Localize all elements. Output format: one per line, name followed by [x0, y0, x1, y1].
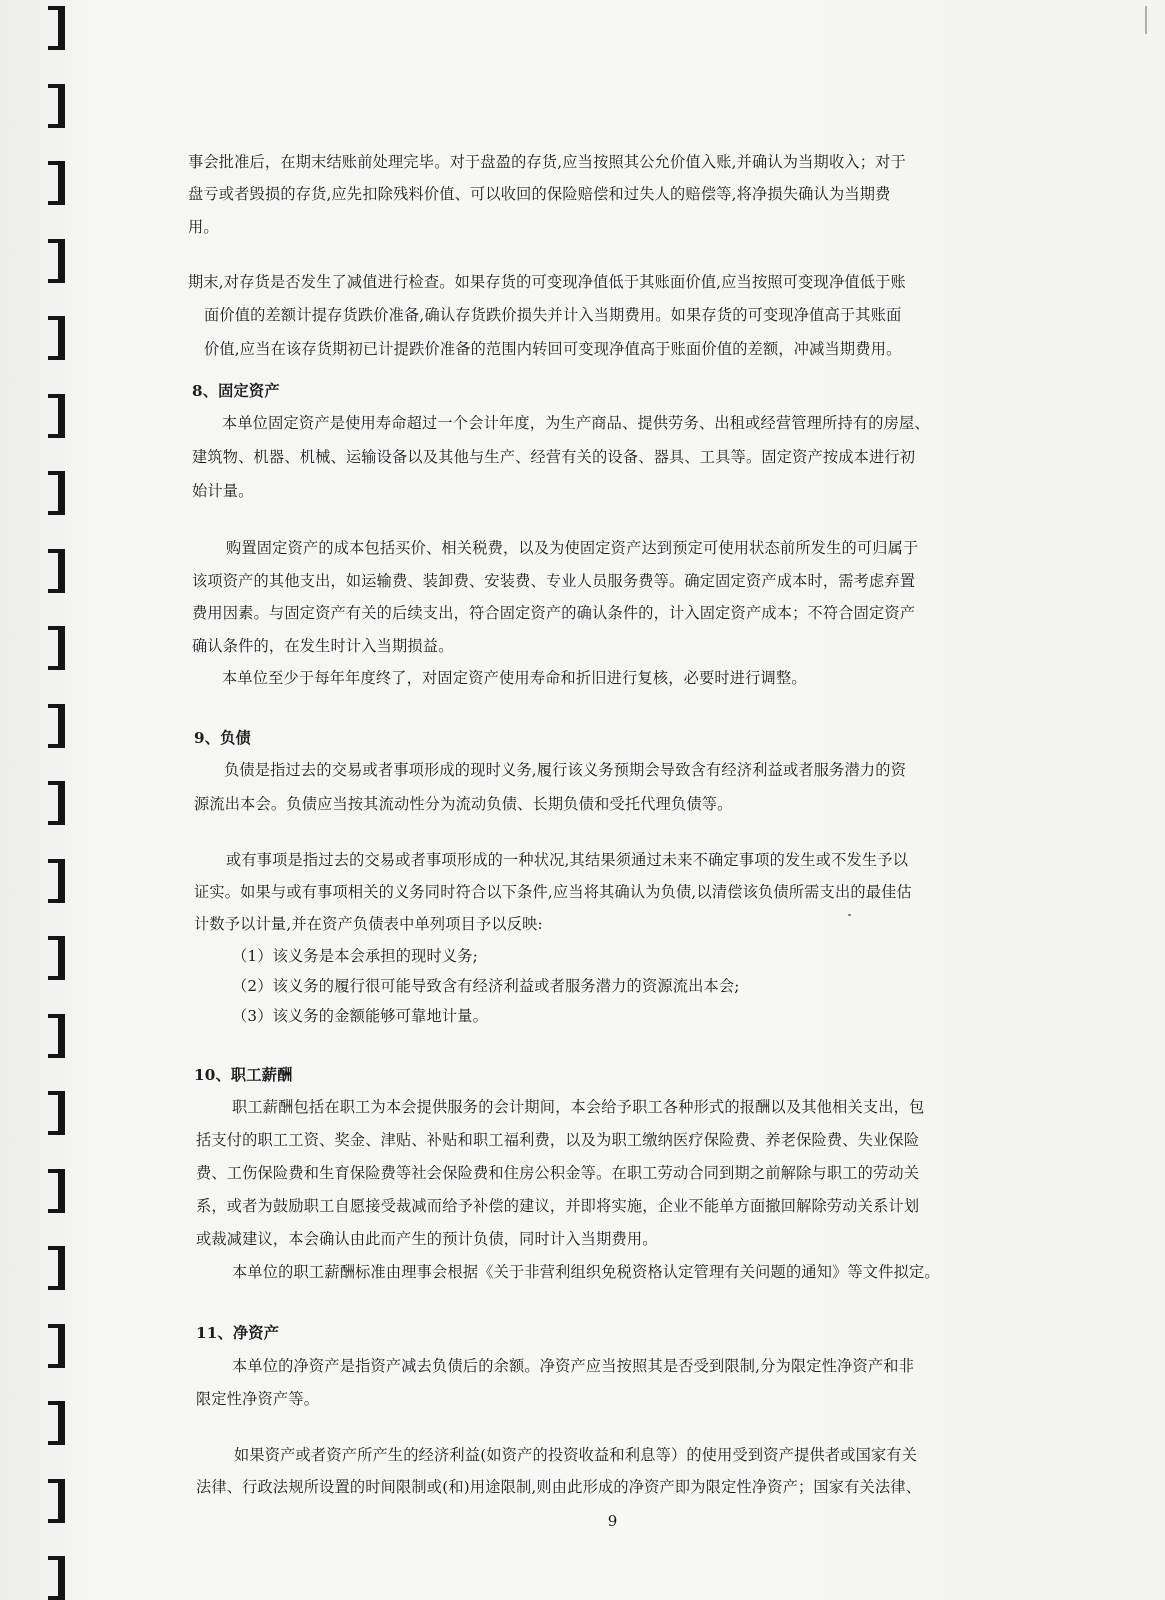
text-line: 证实。如果与或有事项相关的义务同时符合以下条件,应当将其确认为负债,以清偿该负债所需支出的最佳估: [194, 883, 912, 901]
text-line: 本单位至少于每年年度终了，对固定资产使用寿命和折旧进行复核，必要时进行调整。: [222, 669, 807, 687]
binding-ring: [48, 1246, 64, 1290]
text-line: 或裁减建议，本会确认由此而产生的预计负债，同时计入当期费用。: [196, 1230, 658, 1248]
text-line: 事会批准后，在期末结账前处理完毕。对于盘盈的存货,应当按照其公允价值入账,并确认为当期收入；对于: [188, 153, 906, 171]
text-line: 计数予以计量,并在资产负债表中单列项目予以反映:: [194, 915, 543, 933]
binding-ring: [48, 394, 64, 438]
list-item: （1）该义务是本会承担的现时义务;: [232, 947, 478, 965]
text-line: 限定性净资产等。: [196, 1390, 320, 1408]
page-corner-mark: [1137, 6, 1147, 34]
binding-ring: [48, 471, 64, 515]
text-line: 费、工伤保险费和生育保险费等社会保险费和住房公积金等。在职工劳动合同到期之前解除与职工的劳动关: [196, 1164, 920, 1182]
text-line: 如果资产或者资产所产生的经济利益(如资产的投资收益和利息等）的使用受到资产提供者或国家有关: [234, 1446, 918, 1464]
text-line: 本单位的净资产是指资产减去负债后的余额。净资产应当按照其是否受到限制,分为限定性净资产和非: [232, 1357, 915, 1375]
binding-ring: [48, 704, 64, 748]
text-line: 本单位固定资产是使用寿命超过一个会计年度，为生产商品、提供劳务、出租或经营管理所持有的房屋、: [222, 414, 930, 432]
section-heading: 8、固定资产: [192, 382, 280, 400]
section-heading: 11、净资产: [196, 1324, 280, 1342]
binding-ring: [48, 84, 64, 128]
binding-ring: [48, 1324, 64, 1368]
text-line: 建筑物、机器、机械、运输设备以及其他与生产、经营有关的设备、器具、工具等。固定资产按成本进行初: [192, 448, 916, 466]
text-line: 购置固定资产的成本包括买价、相关税费，以及为使固定资产达到预定可使用状态前所发生的可归属于: [226, 539, 919, 557]
binding-ring: [48, 1091, 64, 1135]
binding-ring: [48, 1401, 64, 1445]
text-line: 该项资产的其他支出，如运输费、装卸费、安装费、专业人员服务费等。确定固定资产成本时，需考虑弃置: [192, 572, 916, 590]
binding-ring: [48, 1169, 64, 1213]
text-line: 源流出本会。负债应当按其流动性分为流动负债、长期负债和受托代理负债等。: [194, 795, 733, 813]
binding-ring: [48, 239, 64, 283]
text-line: 系，或者为鼓励职工自愿接受裁减而给予补偿的建议，并即将实施，企业不能单方面撤回解除劳动关系计划: [196, 1197, 920, 1215]
text-line: 负债是指过去的交易或者事项形成的现时义务,履行该义务预期会导致含有经济利益或者服务潜力的资: [224, 761, 907, 779]
binding-ring: [48, 626, 64, 670]
text-line: 始计量。: [192, 482, 254, 500]
binding-ring: [48, 1556, 64, 1600]
text-line: 盘亏或者毁损的存货,应先扣除残料价值、可以收回的保险赔偿和过失人的赔偿等,将净损失确认为当期费: [188, 185, 891, 203]
binding-ring: [48, 1014, 64, 1058]
text-line: 确认条件的，在发生时计入当期损益。: [192, 637, 454, 655]
scan-speck: [848, 914, 851, 916]
spiral-binding: [40, 0, 80, 1600]
binding-ring: [48, 161, 64, 205]
text-line: 或有事项是指过去的交易或者事项形成的一种状况,其结果须通过未来不确定事项的发生或不发生予以: [226, 851, 909, 869]
binding-ring: [48, 781, 64, 825]
binding-ring: [48, 549, 64, 593]
binding-ring: [48, 316, 64, 360]
list-item: （2）该义务的履行很可能导致含有经济利益或者服务潜力的资源流出本会;: [232, 977, 740, 995]
page-number: 9: [607, 1512, 618, 1530]
binding-ring: [48, 936, 64, 980]
text-line: 价值,应当在该存货期初已计提跌价准备的范围内转回可变现净值高于账面价值的差额，冲减当期费用。: [204, 340, 902, 358]
binding-ring: [48, 859, 64, 903]
text-line: 职工薪酬包括在职工为本会提供服务的会计期间，本会给予职工各种形式的报酬以及其他相关支出，包: [232, 1098, 925, 1116]
text-line: 用。: [188, 218, 219, 236]
binding-ring: [48, 6, 64, 50]
text-line: 期末,对存货是否发生了减值进行检查。如果存货的可变现净值低于其账面价值,应当按照可变现净值低于账: [188, 273, 906, 291]
text-line: 法律、行政法规所设置的时间限制或(和)用途限制,则由此形成的净资产即为限定性净资产；国家有关法律、: [196, 1478, 922, 1496]
text-line: 本单位的职工薪酬标准由理事会根据《关于非营利组织免税资格认定管理有关问题的通知》等文件拟定。: [232, 1263, 940, 1281]
list-item: （3）该义务的金额能够可靠地计量。: [232, 1007, 489, 1025]
section-heading: 9、负债: [194, 729, 251, 747]
text-line: 费用因素。与固定资产有关的后续支出，符合固定资产的确认条件的，计入固定资产成本；不符合固定资产: [192, 604, 916, 622]
text-line: 括支付的职工工资、奖金、津贴、补贴和职工福利费，以及为职工缴纳医疗保险费、养老保险费、失业保险: [196, 1131, 920, 1149]
text-line: 面价值的差额计提存货跌价准备,确认存货跌价损失并计入当期费用。如果存货的可变现净值高于其账面: [204, 306, 902, 324]
section-heading: 10、职工薪酬: [194, 1066, 293, 1084]
